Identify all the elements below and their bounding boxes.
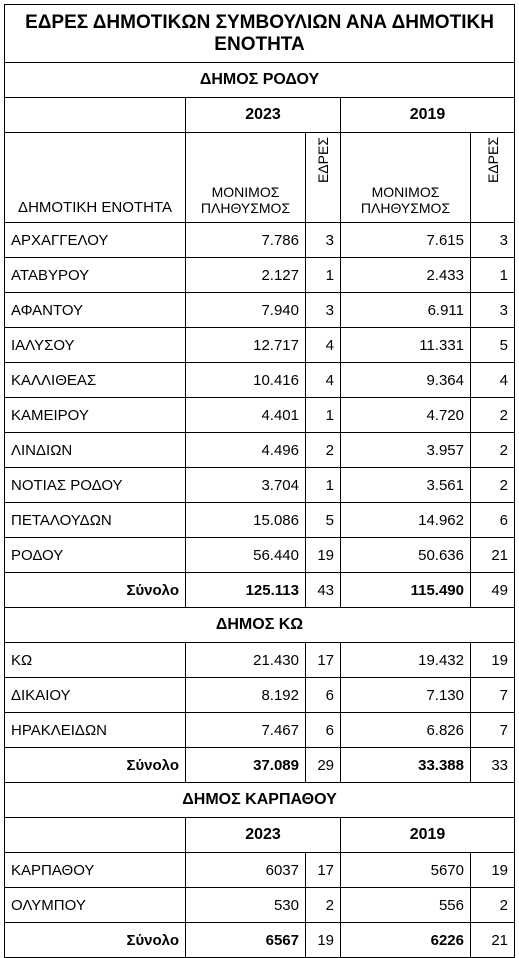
- table-row: [5, 713, 515, 748]
- unit-name: ΑΤΑΒΥΡΟΥ: [5, 258, 186, 293]
- total-seats-2019: 49: [471, 573, 515, 608]
- unit-name: ΟΛΥΜΠΟΥ: [5, 888, 186, 923]
- population-2023: 4.401: [186, 398, 306, 433]
- unit-name: ΑΡΧΑΓΓΕΛΟΥ: [5, 223, 186, 258]
- unit-name: ΝΟΤΙΑΣ ΡΟΔΟΥ: [5, 468, 186, 503]
- table-row: [5, 503, 515, 538]
- unit-name: ΡΟΔΟΥ: [5, 538, 186, 573]
- seats-2019: 2: [471, 433, 515, 468]
- total-population-2023: 6567: [186, 923, 306, 958]
- seats-2023: 1: [306, 258, 341, 293]
- population-2023: 4.496: [186, 433, 306, 468]
- header-unit: ΔΗΜΟΤΙΚΗ ΕΝΟΤΗΤΑ: [5, 133, 186, 223]
- population-2019: 14.962: [341, 503, 471, 538]
- section-kos: ΔΗΜΟΣ ΚΩ: [5, 608, 515, 643]
- seats-table: [4, 4, 515, 958]
- header-population-2023: ΜΟΝΙΜΟΣ ΠΛΗΘΥΣΜΟΣ: [186, 133, 306, 223]
- table-row: [5, 398, 515, 433]
- total-label: Σύνολο: [5, 748, 186, 783]
- population-2019: 9.364: [341, 363, 471, 398]
- table-row: [5, 293, 515, 328]
- population-2023: 7.467: [186, 713, 306, 748]
- seats-2023: 3: [306, 223, 341, 258]
- seats-2023: 6: [306, 678, 341, 713]
- total-seats-2019: 33: [471, 748, 515, 783]
- table-row: [5, 853, 515, 888]
- total-population-2019: 115.490: [341, 573, 471, 608]
- seats-2023: 4: [306, 328, 341, 363]
- seats-2019: 3: [471, 223, 515, 258]
- seats-2019: 2: [471, 888, 515, 923]
- population-2023: 21.430: [186, 643, 306, 678]
- unit-name: ΚΩ: [5, 643, 186, 678]
- population-2023: 6037: [186, 853, 306, 888]
- population-2019: 7.130: [341, 678, 471, 713]
- table-row: [5, 258, 515, 293]
- table-row: [5, 538, 515, 573]
- population-2019: 7.615: [341, 223, 471, 258]
- total-seats-2019: 21: [471, 923, 515, 958]
- seats-2019: 21: [471, 538, 515, 573]
- unit-name: ΗΡΑΚΛΕΙΔΩΝ: [5, 713, 186, 748]
- total-label: Σύνολο: [5, 923, 186, 958]
- population-2019: 556: [341, 888, 471, 923]
- seats-2019: 5: [471, 328, 515, 363]
- population-2019: 3.561: [341, 468, 471, 503]
- seats-2023: 2: [306, 888, 341, 923]
- section-rhodes: ΔΗΜΟΣ ΡΟΔΟΥ: [5, 63, 515, 98]
- seats-2019: 3: [471, 293, 515, 328]
- year-2019: 2019: [341, 818, 515, 853]
- total-row: [5, 923, 515, 958]
- population-2023: 3.704: [186, 468, 306, 503]
- seats-2019: 2: [471, 468, 515, 503]
- header-population-2019: ΜΟΝΙΜΟΣ ΠΛΗΘΥΣΜΟΣ: [341, 133, 471, 223]
- unit-name: ΔΙΚΑΙΟΥ: [5, 678, 186, 713]
- header-seats-2019-cell: [471, 133, 515, 223]
- seats-2023: 5: [306, 503, 341, 538]
- population-2023: 15.086: [186, 503, 306, 538]
- seats-2019: 19: [471, 853, 515, 888]
- population-2019: 50.636: [341, 538, 471, 573]
- year-2019: 2019: [341, 98, 515, 133]
- total-population-2019: 33.388: [341, 748, 471, 783]
- population-2019: 19.432: [341, 643, 471, 678]
- total-seats-2023: 19: [306, 923, 341, 958]
- seats-2023: 3: [306, 293, 341, 328]
- seats-2019: 7: [471, 678, 515, 713]
- seats-2023: 4: [306, 363, 341, 398]
- empty-cell: [5, 98, 186, 133]
- unit-name: ΠΕΤΑΛΟΥΔΩΝ: [5, 503, 186, 538]
- table-row: [5, 363, 515, 398]
- seats-2019: 4: [471, 363, 515, 398]
- seats-2023: 17: [306, 643, 341, 678]
- empty-cell: [5, 818, 186, 853]
- population-2019: 4.720: [341, 398, 471, 433]
- seats-2019: 19: [471, 643, 515, 678]
- total-label: Σύνολο: [5, 573, 186, 608]
- population-2023: 8.192: [186, 678, 306, 713]
- population-2019: 2.433: [341, 258, 471, 293]
- population-2023: 56.440: [186, 538, 306, 573]
- population-2019: 6.911: [341, 293, 471, 328]
- table-row: [5, 643, 515, 678]
- seats-2023: 17: [306, 853, 341, 888]
- unit-name: ΚΑΜΕΙΡΟΥ: [5, 398, 186, 433]
- population-2019: 5670: [341, 853, 471, 888]
- total-seats-2023: 29: [306, 748, 341, 783]
- seats-2023: 19: [306, 538, 341, 573]
- population-2023: 530: [186, 888, 306, 923]
- table-row: [5, 678, 515, 713]
- seats-2019: 2: [471, 398, 515, 433]
- total-population-2023: 37.089: [186, 748, 306, 783]
- seats-2023: 1: [306, 398, 341, 433]
- table-title: ΕΔΡΕΣ ΔΗΜΟΤΙΚΩΝ ΣΥΜΒΟΥΛΙΩΝ ΑΝΑ ΔΗΜΟΤΙΚΗ ΕΝΟΤΗΤΑ: [5, 5, 515, 63]
- year-2023: 2023: [186, 818, 341, 853]
- header-seats-2023-cell: [306, 133, 341, 223]
- table-row: [5, 433, 515, 468]
- total-row: [5, 573, 515, 608]
- population-2023: 7.940: [186, 293, 306, 328]
- seats-2019: 1: [471, 258, 515, 293]
- seats-2023: 1: [306, 468, 341, 503]
- unit-name: ΑΦΑΝΤΟΥ: [5, 293, 186, 328]
- total-population-2019: 6226: [341, 923, 471, 958]
- population-2019: 3.957: [341, 433, 471, 468]
- unit-name: ΚΑΡΠΑΘΟΥ: [5, 853, 186, 888]
- seats-2023: 2: [306, 433, 341, 468]
- section-karpathos: ΔΗΜΟΣ ΚΑΡΠΑΘΟΥ: [5, 783, 515, 818]
- header-seats-2023: ΕΔΡΕΣ: [315, 137, 331, 184]
- total-row: [5, 748, 515, 783]
- unit-name: ΙΑΛΥΣΟΥ: [5, 328, 186, 363]
- population-2023: 7.786: [186, 223, 306, 258]
- year-2023: 2023: [186, 98, 341, 133]
- table-row: [5, 223, 515, 258]
- seats-2023: 6: [306, 713, 341, 748]
- total-seats-2023: 43: [306, 573, 341, 608]
- header-seats-2019: ΕΔΡΕΣ: [484, 137, 501, 184]
- seats-2019: 6: [471, 503, 515, 538]
- population-2023: 10.416: [186, 363, 306, 398]
- population-2023: 12.717: [186, 328, 306, 363]
- population-2019: 6.826: [341, 713, 471, 748]
- unit-name: ΛΙΝΔΙΩΝ: [5, 433, 186, 468]
- table-row: [5, 328, 515, 363]
- total-population-2023: 125.113: [186, 573, 306, 608]
- population-2019: 11.331: [341, 328, 471, 363]
- population-2023: 2.127: [186, 258, 306, 293]
- table-row: [5, 888, 515, 923]
- seats-2019: 7: [471, 713, 515, 748]
- table-row: [5, 468, 515, 503]
- unit-name: ΚΑΛΛΙΘΕΑΣ: [5, 363, 186, 398]
